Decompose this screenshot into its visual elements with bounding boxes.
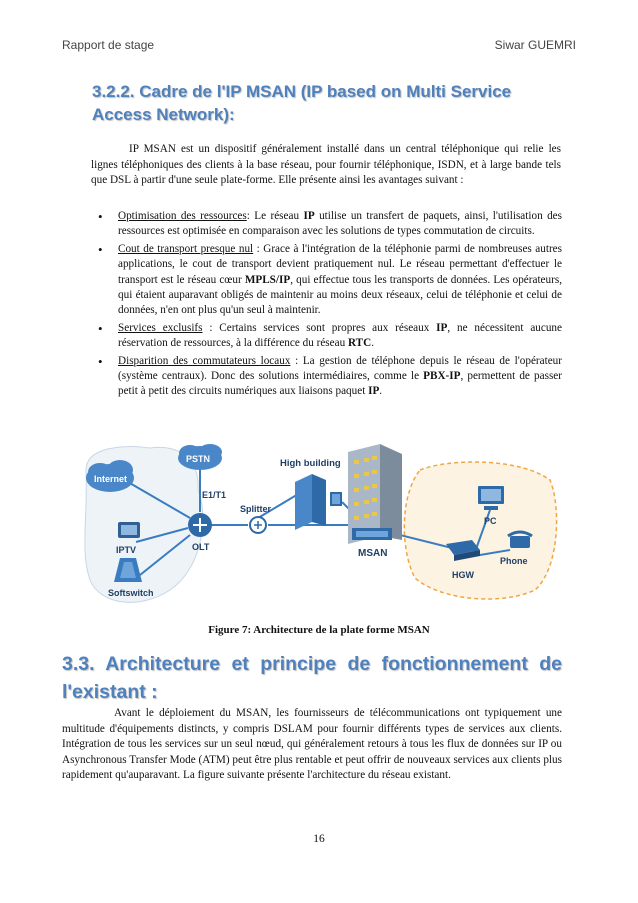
label-pstn: PSTN xyxy=(186,454,211,464)
home-area xyxy=(404,462,556,599)
section-33-paragraph: Avant le déploiement du MSAN, les fournisseurs de télécommunications ont typiquement une multitude d'équipements distincts, y compris DSLAM pour fournir différents types de services aux clients. Intégration de tous les services sur un seul nœud, qui généralement retours à tous les flux de données sur IP ou Asynchronous Transfer Mode (ATM) peut être plus rentable et peut offrir de nouveaux services aux clients plus rapidement qu'auparavant. La figure suivante présente l'architecture du réseau existant. xyxy=(62,707,562,782)
label-olt: OLT xyxy=(192,542,210,552)
section-33-title: 3.3. Architecture et principe de fonctionnement de l'existant : xyxy=(62,653,562,703)
small-building-icon xyxy=(295,474,342,530)
bullet-cout-transport: • Cout de transport presque nul : Grace à l'intégration de la téléphonie parmi de nombreuses autres applications, le cout de transport devient pratiquement nul. Le réseau permettant d'effectuer le transport est le réseau cœur MPLS/IP, qui effectue tous les transports de données. Les opérateurs, qui étaient auparavant obligés de maintenir au moins deux réseaux, celui de téléphonie et celui de données, n'en ont plus qu'un seul à maintenir. xyxy=(98,242,562,319)
label-softswitch: Softswitch xyxy=(108,588,154,598)
bullet-term: Optimisation des ressources xyxy=(118,210,247,222)
bullet-services: • Services exclusifs : Certains services sont propres aux réseaux IP, ne nécessitent aucune réservation de ressources, à la différence du réseau RTC. xyxy=(98,321,562,352)
label-internet: Internet xyxy=(94,474,128,484)
header-left: Rapport de stage xyxy=(62,38,155,52)
label-high-building: High building xyxy=(280,458,341,469)
label-e1t1: E1/T1 xyxy=(202,490,227,500)
bullet-term: Disparition des commutateurs locaux xyxy=(118,354,291,367)
label-phone: Phone xyxy=(500,556,528,566)
page-number: 16 xyxy=(313,833,325,845)
section-322-title: 3.2.2. Cadre de l'IP MSAN (IP based on Multi Service Access Network): xyxy=(92,82,512,124)
label-hgw: HGW xyxy=(452,570,474,580)
bullet-optimisation: • Optimisation des ressources: Le réseau IP utilise un transfert de paquets, ainsi, l'utilisation des ressources est optimisée en comparaison avec les solutions de types commutation de circuits. xyxy=(98,209,562,240)
bullet-commutateurs: • Disparition des commutateurs locaux : La gestion de téléphone depuis le réseau de l'opérateur (système centraux). Donc des solutions intermédiaires, comme le PBX-IP, permettent de passer petit à petit des circuits numériques aux liaisons paquet IP. xyxy=(98,354,562,400)
figure-caption: Figure 7: Architecture de la plate forme MSAN xyxy=(208,624,430,636)
section-322-intro: IP MSAN est un dispositif généralement installé dans un central téléphonique qui relie les lignes téléphoniques des clients à la base réseau, pour fournir téléphonique, ISDN, et à large bande tels que DSL à partir d'une seule plate-forme. Elle présente ainsi les avantages suivant : xyxy=(91,143,561,186)
header-right: Siwar GUEMRI xyxy=(494,38,576,52)
label-msan: MSAN xyxy=(358,548,388,559)
olt-icon xyxy=(188,513,212,537)
bullet-term: Services exclusifs xyxy=(118,321,203,334)
iptv-icon xyxy=(118,522,140,538)
msan-architecture-diagram xyxy=(80,440,562,620)
bullet-term: Cout de transport presque nul xyxy=(118,242,254,255)
splitter-icon xyxy=(250,517,266,533)
advantages-list xyxy=(98,209,562,402)
msan-icon xyxy=(352,528,392,540)
label-splitter: Splitter xyxy=(240,504,272,514)
label-pc: PC xyxy=(484,516,497,526)
label-iptv: IPTV xyxy=(116,545,137,555)
